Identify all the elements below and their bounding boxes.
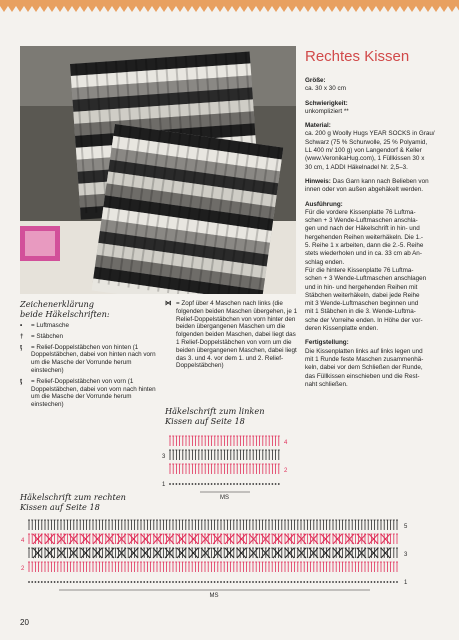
chain-mark — [188, 483, 190, 485]
chain-mark — [281, 581, 283, 583]
chain-mark — [214, 581, 216, 583]
ms-label: MS — [220, 495, 229, 501]
chain-mark — [67, 581, 69, 583]
section-line: stets wiederholen und in ca. 33 cm ab An- — [305, 250, 422, 258]
chain-mark — [256, 483, 258, 485]
dc-symbol: † — [20, 332, 24, 340]
section-line: keln, dabei vor dem Schließen der Runde, — [305, 364, 423, 372]
chain-mark — [191, 581, 193, 583]
row-number: 1 — [162, 482, 166, 488]
chain-mark — [134, 581, 136, 583]
section-heading: Größe: — [305, 77, 326, 84]
cable-text: = Zopf über 4 Maschen nach links (die folgenden beiden Maschen übergehen, je 1 Relief-Doppelstäbchen von vorn hinter den beiden übergangenen Maschen um die folgenden beiden Maschen, dabei liegt das 1 Relief-Doppelstäbchen von vorn um die beiden übergangenen Maschen, dabei liegt das 3. und 4. vor dem 1. und 2. Relief-Doppelstäbchen) — [176, 300, 298, 370]
ms-label: MS — [209, 593, 219, 599]
section-line: Schwarz (75 % Schurwolle, 25 % Polyamid, — [305, 138, 428, 146]
chain-mark — [217, 581, 219, 583]
chain-mark — [211, 581, 213, 583]
chain-mark — [268, 483, 270, 485]
chain-mark — [195, 581, 197, 583]
legend-text: = Luftmasche — [31, 322, 69, 329]
chain-mark — [172, 483, 174, 485]
chain-mark — [182, 483, 184, 485]
legend-title — [20, 299, 160, 319]
chain-mark — [275, 483, 277, 485]
chain-mark — [70, 581, 72, 583]
chain-mark — [201, 581, 203, 583]
chain-mark — [252, 483, 254, 485]
chain-mark — [326, 581, 328, 583]
chain-mark — [300, 581, 302, 583]
chain-mark — [169, 483, 171, 485]
chain-mark — [367, 581, 369, 583]
section-line: Das Garn kann nach Belieben von — [332, 177, 429, 185]
chain-mark — [86, 581, 88, 583]
left-chart-title-line1: Häkelschrift zum linken — [165, 406, 265, 416]
chain-mark — [345, 581, 347, 583]
chain-mark — [351, 581, 353, 583]
chain-mark — [380, 581, 382, 583]
chain-mark — [246, 581, 248, 583]
chain-mark — [175, 581, 177, 583]
chain-mark — [393, 581, 395, 583]
chain-mark — [265, 483, 267, 485]
chain-mark — [284, 581, 286, 583]
chain-mark — [137, 581, 139, 583]
section-line: Für die vordere Kissenplatte 76 Luftma- — [305, 208, 416, 216]
zigzag-border — [0, 0, 459, 14]
section-line: Stäbchen weiterhäkeln, dabei jede Reihe — [305, 291, 420, 299]
instruction-section — [305, 339, 441, 389]
chain-mark — [95, 581, 97, 583]
chain-mark — [227, 483, 229, 485]
right-chart-title-line1: Häkelschrift zum rechten — [20, 492, 126, 502]
section-line: mit 1 Stäbchen in die 3. Wende-Luftma- — [305, 308, 416, 316]
chain-mark — [233, 483, 235, 485]
chain-mark — [83, 581, 85, 583]
chain-mark — [185, 581, 187, 583]
chain-mark — [278, 581, 280, 583]
chain-mark — [313, 581, 315, 583]
chain-mark — [140, 581, 142, 583]
legend-list — [20, 322, 160, 412]
section-line: das Füllkissen einschieben und die Rest- — [305, 372, 420, 380]
chain-mark — [204, 483, 206, 485]
chain-mark — [220, 581, 222, 583]
row-number: 5 — [404, 524, 408, 530]
chain-mark — [319, 581, 321, 583]
cable-legend — [165, 300, 298, 370]
chain-mark — [150, 581, 152, 583]
chain-mark — [396, 581, 398, 583]
section-line: unkompliziert ** — [305, 107, 349, 115]
chain-mark — [28, 581, 30, 583]
chain-mark — [371, 581, 373, 583]
chain-mark — [204, 581, 206, 583]
section-line: hergehenden Reihen weiterhäkeln. Die 1.- — [305, 233, 423, 241]
chain-mark — [348, 581, 350, 583]
chain-mark — [303, 581, 305, 583]
chain-mark — [166, 581, 168, 583]
chain-mark — [179, 581, 181, 583]
row-number: 1 — [404, 580, 408, 586]
chain-mark — [335, 581, 337, 583]
chain-mark — [63, 581, 65, 583]
chain-mark — [233, 581, 235, 583]
chain-mark — [297, 581, 299, 583]
chain-mark — [31, 581, 33, 583]
chain-mark — [198, 483, 200, 485]
right-chart-title-line2: Kissen auf Seite 18 — [20, 502, 100, 512]
chain-mark — [124, 581, 126, 583]
chain-mark — [118, 581, 120, 583]
section-line: deren Kissenplatte enden. — [305, 325, 379, 333]
pillow-photo — [20, 46, 296, 294]
legend-item — [20, 378, 160, 409]
chain-mark — [147, 581, 149, 583]
chain-mark — [182, 581, 184, 583]
chain-mark — [105, 581, 107, 583]
chain-mark — [246, 483, 248, 485]
chain-mark — [243, 581, 245, 583]
legend-text: = Stäbchen — [31, 332, 64, 340]
chain-mark — [230, 581, 232, 583]
chain-mark — [179, 483, 181, 485]
chain-mark — [223, 581, 225, 583]
chain-mark — [156, 581, 158, 583]
row-number: 4 — [21, 538, 25, 544]
chain-mark — [249, 483, 251, 485]
chain-mark — [262, 483, 264, 485]
chain-mark — [383, 581, 385, 583]
chain-mark — [310, 581, 312, 583]
chain-mark — [224, 483, 226, 485]
row-number: 4 — [284, 440, 288, 446]
chain-mark — [316, 581, 318, 583]
chain-mark — [255, 581, 257, 583]
chain-mark — [211, 483, 213, 485]
chain-mark — [268, 581, 270, 583]
chain-mark — [102, 581, 104, 583]
section-line: ca. 30 x 30 cm — [305, 85, 346, 93]
chain-mark — [121, 581, 123, 583]
legend-item — [20, 322, 160, 330]
chain-mark — [239, 581, 241, 583]
chain-mark — [275, 581, 277, 583]
legend-item — [20, 333, 160, 341]
chain-mark — [176, 483, 178, 485]
chain-mark — [198, 581, 200, 583]
chain-mark — [265, 581, 267, 583]
instruction-section — [305, 201, 441, 334]
chain-mark — [195, 483, 197, 485]
chain-mark — [272, 483, 274, 485]
row-number: 3 — [162, 454, 166, 460]
row-number: 2 — [21, 566, 25, 572]
section-line: mit 3 Wende-Luftmaschen beginnen und — [305, 300, 419, 308]
back-post-symbol: ţ — [20, 343, 23, 351]
chain-mark — [217, 483, 219, 485]
chain-mark — [159, 581, 161, 583]
chain-mark — [332, 581, 334, 583]
chain-mark — [35, 581, 37, 583]
chain-mark — [259, 581, 261, 583]
chain-mark — [249, 581, 251, 583]
chain-mark — [230, 483, 232, 485]
legend-text: = Relief-Doppelstäbchen von hinten (1 Doppelstäbchen, dabei von hinten nach vorn um die Masche der Vorrunde herum einstechen) — [31, 343, 156, 374]
instruction-section — [305, 122, 441, 172]
chain-mark — [57, 581, 59, 583]
section-line: schen + 3 Wende-Luftmaschen anschlagen — [305, 275, 427, 283]
chain-mark — [208, 483, 210, 485]
chain-mark — [127, 581, 129, 583]
section-line: (www.VeronikaHug.com), 1 Füllkissen 30 x — [305, 155, 425, 163]
section-line: schen + 3 Wende-Luftmaschen anschla- — [305, 217, 418, 225]
chain-mark — [76, 581, 78, 583]
pattern-title: Rechtes Kissen — [305, 48, 410, 65]
chain-mark — [377, 581, 379, 583]
chain-mark — [41, 581, 43, 583]
chain-mark — [339, 581, 341, 583]
section-line: naht schließen. — [305, 380, 348, 388]
chain-mark — [390, 581, 392, 583]
chain-mark — [108, 581, 110, 583]
chain-mark — [185, 483, 187, 485]
chain-mark — [271, 581, 273, 583]
cable-symbol: ⋈ — [165, 300, 172, 307]
section-line: innen oder von außen abgehäkelt werden. — [305, 186, 423, 194]
chain-mark — [60, 581, 62, 583]
section-line: Für die hintere Kissenplatte 76 Luftma- — [305, 266, 414, 274]
chain-mark — [188, 581, 190, 583]
instructions-column — [305, 48, 441, 395]
chain-mark — [262, 581, 264, 583]
chain-mark — [44, 581, 46, 583]
chain-mark — [131, 581, 133, 583]
chain-mark — [47, 581, 49, 583]
section-line: schlag enden. — [305, 258, 345, 266]
chain-mark — [227, 581, 229, 583]
section-line: sche der Vorreihe enden. In Höhe der vor- — [305, 316, 423, 324]
row-number: 2 — [284, 468, 288, 474]
chain-mark — [172, 581, 174, 583]
section-line: ca. 200 g Woolly Hugs YEAR SOCKS in Grau/ — [305, 130, 435, 138]
left-chart-title — [165, 406, 305, 426]
chain-mark — [355, 581, 357, 583]
chain-mark — [361, 581, 363, 583]
section-heading: Fertigstellung: — [305, 339, 349, 347]
chain-mark — [236, 483, 238, 485]
section-heading: Hinweis: — [305, 177, 331, 185]
legend-item — [20, 344, 160, 375]
chain-mark — [201, 483, 203, 485]
chain-mark — [169, 581, 171, 583]
legend-title-line2: beide Häkelschriften: — [20, 309, 110, 319]
instruction-section — [305, 77, 441, 94]
chain-mark — [278, 483, 280, 485]
chain-mark — [99, 581, 101, 583]
section-heading: Ausführung: — [305, 200, 343, 208]
section-line: 5. Reihe 1 x arbeiten, dann die 2.-5. Reihe — [305, 242, 424, 250]
chain-mark — [342, 581, 344, 583]
chain-mark — [291, 581, 293, 583]
chain-mark — [259, 483, 261, 485]
chain-mark — [240, 483, 242, 485]
chain-mark — [111, 581, 113, 583]
row-number: 3 — [404, 552, 408, 558]
chain-symbol: • — [20, 322, 23, 329]
chain-mark — [214, 483, 216, 485]
page-number: 20 — [20, 618, 29, 627]
chain-mark — [294, 581, 296, 583]
chain-mark — [115, 581, 117, 583]
chain-mark — [153, 581, 155, 583]
chain-mark — [374, 581, 376, 583]
chain-mark — [163, 581, 165, 583]
legend-text: = Relief-Doppelstäbchen von vorn (1 Doppelstäbchen, dabei von vorn nach hinten um die Masche der Vorrunde herum einstechen) — [31, 377, 156, 409]
instruction-section — [305, 100, 441, 117]
chain-mark — [329, 581, 331, 583]
section-heading: Schwierigkeit: — [305, 99, 348, 107]
chain-mark — [92, 581, 94, 583]
legend-title-line1: Zeichenerklärung — [20, 299, 95, 309]
chain-mark — [143, 581, 145, 583]
chain-mark — [307, 581, 309, 583]
chain-mark — [207, 581, 209, 583]
chain-mark — [236, 581, 238, 583]
chain-mark — [364, 581, 366, 583]
section-line: 30 cm, 1 ADDI Häkelnadel Nr. 2,5–3. — [305, 163, 408, 171]
chain-mark — [243, 483, 245, 485]
chain-mark — [358, 581, 360, 583]
chain-mark — [89, 581, 91, 583]
section-heading: Material: — [305, 122, 331, 130]
chain-mark — [51, 581, 53, 583]
section-line: LL 400 m/ 100 g) von Langendorf & Keller — [305, 147, 422, 155]
chain-mark — [192, 483, 194, 485]
instruction-sections — [305, 77, 441, 389]
chain-mark — [220, 483, 222, 485]
instruction-section — [305, 178, 441, 195]
chain-mark — [79, 581, 81, 583]
right-chart-title — [20, 492, 180, 512]
right-crochet-chart — [15, 514, 425, 606]
left-crochet-chart — [160, 430, 300, 510]
chain-mark — [38, 581, 40, 583]
left-chart-title-line2: Kissen auf Seite 18 — [165, 416, 245, 426]
chain-mark — [387, 581, 389, 583]
chain-mark — [323, 581, 325, 583]
front-post-symbol: ƫ — [20, 377, 23, 385]
section-line: Die Kissenplatten links auf links legen und — [305, 347, 423, 355]
chain-mark — [54, 581, 56, 583]
section-line: gen und nach der Häkelschrift in hin- und — [305, 225, 420, 233]
chain-mark — [73, 581, 75, 583]
chain-mark — [287, 581, 289, 583]
section-line: und in hin- und hergehenden Reihen mit — [305, 283, 418, 291]
section-line: mit 1 Runde feste Maschen zusammenhä- — [305, 355, 424, 363]
chain-mark — [252, 581, 254, 583]
